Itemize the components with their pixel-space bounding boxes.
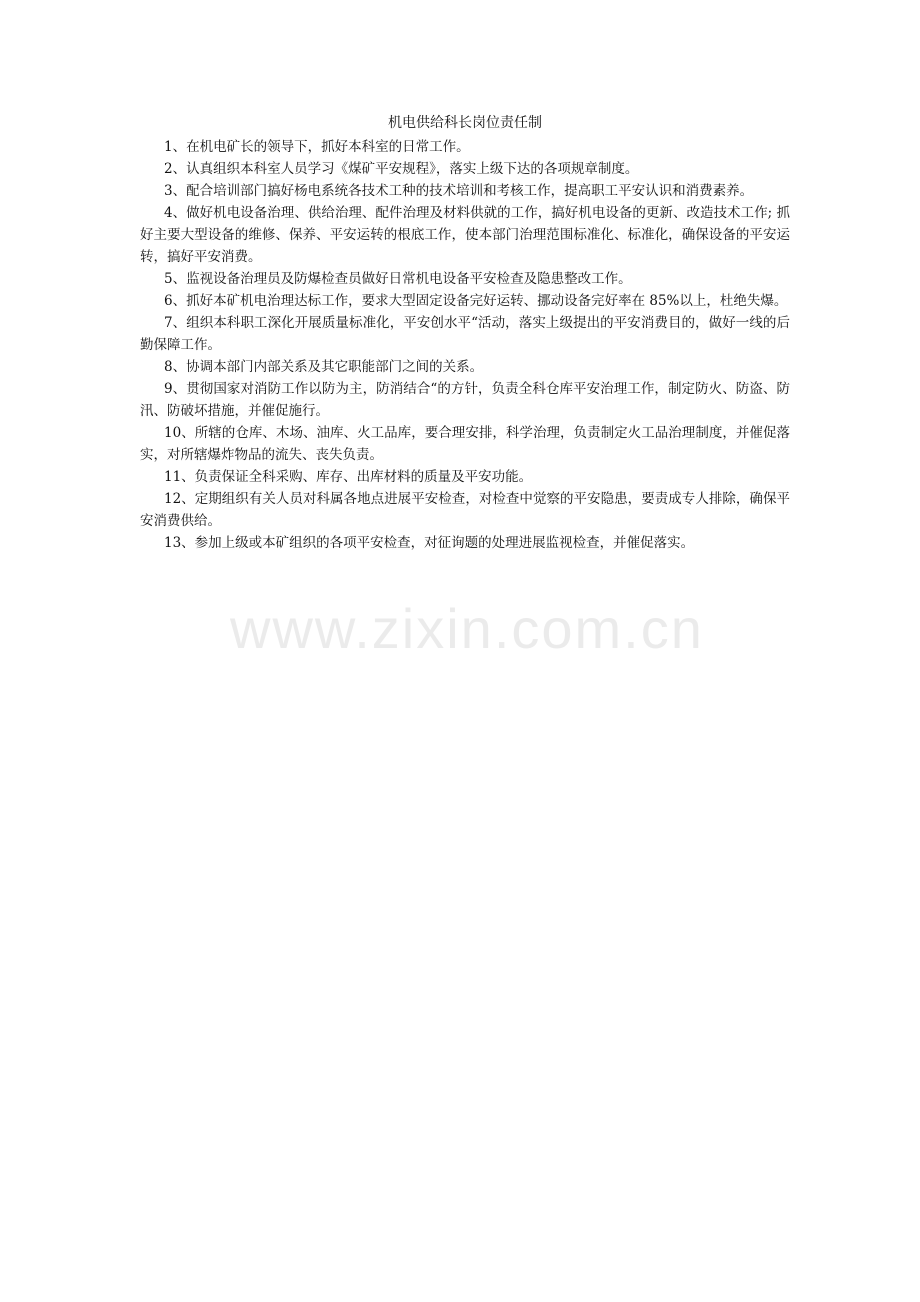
list-item: 13、参加上级或本矿组织的各项平安检查，对征询题的处理进展监视检查，并催促落实。: [164, 535, 695, 551]
list-item: 1、在机电矿长的领导下，抓好本科室的日常工作。: [164, 139, 470, 155]
list-item: 10、所辖的仓库、木场、油库、火工品库，要合理安排，科学治理，负责制定火工品治理制度，并催促落实，对所辖爆炸物品的流失、丧失负责。: [140, 425, 790, 463]
list-item: 11、负责保证全科采购、库存、出库材料的质量及平安功能。: [164, 469, 533, 485]
list-item: 2、认真组织本科室人员学习《煤矿平安规程》，落实上级下达的各项规章制度。: [164, 161, 639, 177]
list-item: 5、监视设备治理员及防爆检查员做好日常机电设备平安检查及隐患整改工作。: [164, 271, 632, 287]
list-item: 4、做好机电设备治理、供给治理、配件治理及材料供就的工作，搞好机电设备的更新、改造技术工作; 抓好主要大型设备的维修、保养、平安运转的根底工作，使本部门治理范围标准化、标准化，确保设备的平安运转，搞好平安消费。: [140, 205, 790, 265]
list-item: 6、抓好本矿机电治理达标工作，要求大型固定设备完好运转、挪动设备完好率在 85%以上，杜绝失爆。: [164, 293, 788, 309]
watermark: www.zixin.com.cn: [230, 597, 704, 660]
list-item: 12、定期组织有关人员对科属各地点进展平安检查，对检查中觉察的平安隐患，要责成专人排除，确保平安消费供给。: [140, 491, 790, 529]
list-item: 7、组织本科职工深化开展质量标准化，平安创水平“活动，落实上级提出的平安消费目的，做好一线的后勤保障工作。: [140, 315, 790, 353]
document-body: [140, 110, 790, 554]
document-title: 机电供给科长岗位责任制: [388, 115, 542, 131]
list-item: 3、配合培训部门搞好杨电系统各技术工种的技术培训和考核工作，提高职工平安认识和消费素养。: [164, 183, 754, 199]
list-item: 8、协调本部门内部关系及其它职能部门之间的关系。: [164, 359, 484, 375]
responsibility-list: [140, 136, 790, 554]
list-item: 9、贯彻国家对消防工作以防为主，防消结合“的方针，负责全科仓库平安治理工作，制定防火、防盗、防汛、防破坏措施，并催促施行。: [140, 381, 790, 419]
